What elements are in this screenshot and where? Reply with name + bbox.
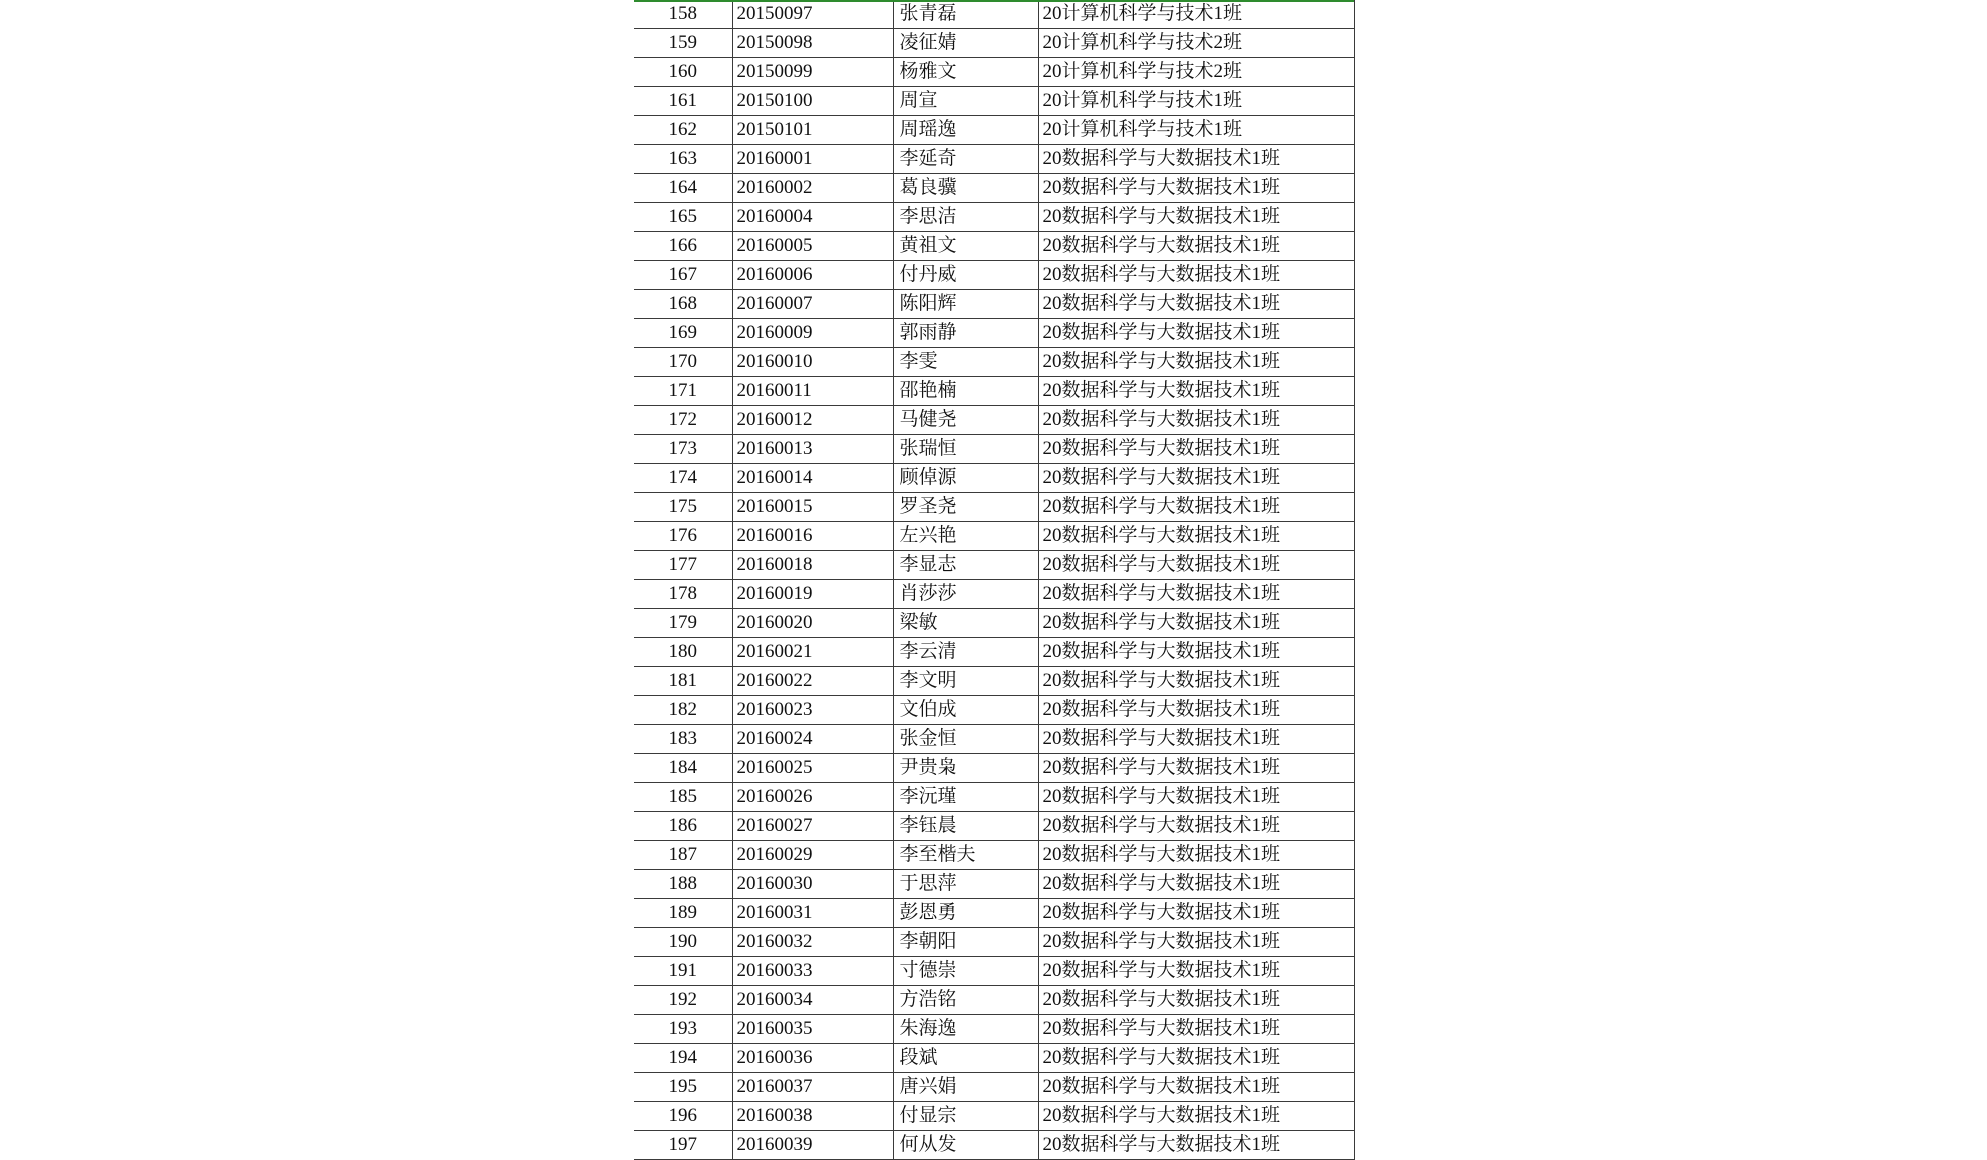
student-id-cell[interactable]: 20160035 — [732, 1015, 893, 1044]
class-cell[interactable]: 20数据科学与大数据技术1班 — [1038, 406, 1354, 435]
class-cell[interactable]: 20数据科学与大数据技术1班 — [1038, 319, 1354, 348]
student-id-cell[interactable]: 20160019 — [732, 580, 893, 609]
class-cell[interactable]: 20数据科学与大数据技术1班 — [1038, 957, 1354, 986]
seq-cell[interactable]: 191 — [634, 957, 732, 986]
name-cell[interactable]: 于思萍 — [893, 870, 1038, 899]
name-cell[interactable]: 彭恩勇 — [893, 899, 1038, 928]
student-id-cell[interactable]: 20150101 — [732, 116, 893, 145]
table-row — [634, 754, 1354, 783]
name-cell[interactable]: 李至楷夫 — [893, 841, 1038, 870]
table-row — [634, 174, 1354, 203]
table-row — [634, 522, 1354, 551]
class-cell[interactable]: 20数据科学与大数据技术1班 — [1038, 377, 1354, 406]
table-row — [634, 870, 1354, 899]
student-id-cell[interactable]: 20160007 — [732, 290, 893, 319]
class-cell[interactable]: 20数据科学与大数据技术1班 — [1038, 870, 1354, 899]
name-cell[interactable]: 罗圣尧 — [893, 493, 1038, 522]
name-cell[interactable]: 李沅瑾 — [893, 783, 1038, 812]
name-cell[interactable]: 文伯成 — [893, 696, 1038, 725]
table-row — [634, 841, 1354, 870]
student-id-cell[interactable]: 20160036 — [732, 1044, 893, 1073]
class-cell[interactable]: 20数据科学与大数据技术1班 — [1038, 899, 1354, 928]
student-id-cell[interactable]: 20160020 — [732, 609, 893, 638]
student-id-cell[interactable]: 20160004 — [732, 203, 893, 232]
student-table — [634, 0, 1355, 1160]
class-cell[interactable]: 20数据科学与大数据技术1班 — [1038, 754, 1354, 783]
class-cell[interactable]: 20数据科学与大数据技术1班 — [1038, 290, 1354, 319]
name-cell[interactable]: 尹贵枭 — [893, 754, 1038, 783]
name-cell[interactable]: 李延奇 — [893, 145, 1038, 174]
student-id-cell[interactable]: 20160031 — [732, 899, 893, 928]
table-row — [634, 957, 1354, 986]
seq-cell[interactable]: 180 — [634, 638, 732, 667]
name-cell[interactable]: 寸德崇 — [893, 957, 1038, 986]
spreadsheet — [634, 0, 1354, 1155]
seq-cell[interactable]: 158 — [634, 0, 732, 29]
table-row — [634, 406, 1354, 435]
table-row — [634, 261, 1354, 290]
seq-cell[interactable]: 185 — [634, 783, 732, 812]
table-row — [634, 435, 1354, 464]
name-cell[interactable]: 张金恒 — [893, 725, 1038, 754]
table-row — [634, 580, 1354, 609]
table-row — [634, 319, 1354, 348]
name-cell[interactable]: 张瑞恒 — [893, 435, 1038, 464]
class-cell[interactable]: 20数据科学与大数据技术1班 — [1038, 1044, 1354, 1073]
student-id-cell[interactable]: 20160005 — [732, 232, 893, 261]
class-cell[interactable]: 20数据科学与大数据技术1班 — [1038, 464, 1354, 493]
name-cell[interactable]: 李显志 — [893, 551, 1038, 580]
seq-cell[interactable]: 181 — [634, 667, 732, 696]
seq-cell[interactable]: 195 — [634, 1073, 732, 1102]
table-row — [634, 87, 1354, 116]
seq-cell[interactable]: 164 — [634, 174, 732, 203]
seq-cell[interactable]: 183 — [634, 725, 732, 754]
class-cell[interactable]: 20数据科学与大数据技术1班 — [1038, 812, 1354, 841]
student-id-cell[interactable]: 20160038 — [732, 1102, 893, 1131]
class-cell[interactable]: 20数据科学与大数据技术1班 — [1038, 551, 1354, 580]
student-id-cell[interactable]: 20150098 — [732, 29, 893, 58]
student-id-cell[interactable]: 20160025 — [732, 754, 893, 783]
seq-cell[interactable]: 174 — [634, 464, 732, 493]
table-row — [634, 203, 1354, 232]
table-row — [634, 1015, 1354, 1044]
student-id-cell[interactable]: 20160030 — [732, 870, 893, 899]
class-cell[interactable]: 20数据科学与大数据技术1班 — [1038, 1102, 1354, 1131]
student-id-cell[interactable]: 20160037 — [732, 1073, 893, 1102]
student-id-cell[interactable]: 20160011 — [732, 377, 893, 406]
class-cell[interactable]: 20数据科学与大数据技术1班 — [1038, 783, 1354, 812]
student-id-cell[interactable]: 20160032 — [732, 928, 893, 957]
name-cell[interactable]: 周宣 — [893, 87, 1038, 116]
seq-cell[interactable]: 176 — [634, 522, 732, 551]
name-cell[interactable]: 李文明 — [893, 667, 1038, 696]
table-row — [634, 696, 1354, 725]
seq-cell[interactable]: 163 — [634, 145, 732, 174]
name-cell[interactable]: 李思洁 — [893, 203, 1038, 232]
class-cell[interactable]: 20数据科学与大数据技术1班 — [1038, 435, 1354, 464]
table-row — [634, 667, 1354, 696]
name-cell[interactable]: 段斌 — [893, 1044, 1038, 1073]
name-cell[interactable]: 朱海逸 — [893, 1015, 1038, 1044]
name-cell[interactable]: 李朝阳 — [893, 928, 1038, 957]
class-cell[interactable]: 20计算机科学与技术1班 — [1038, 87, 1354, 116]
class-cell[interactable]: 20数据科学与大数据技术1班 — [1038, 1015, 1354, 1044]
table-row — [634, 1044, 1354, 1073]
class-cell[interactable]: 20数据科学与大数据技术1班 — [1038, 203, 1354, 232]
class-cell[interactable]: 20数据科学与大数据技术1班 — [1038, 145, 1354, 174]
class-cell[interactable]: 20数据科学与大数据技术1班 — [1038, 841, 1354, 870]
table-row — [634, 986, 1354, 1015]
class-cell[interactable]: 20数据科学与大数据技术1班 — [1038, 667, 1354, 696]
table-body — [634, 0, 1354, 1160]
seq-cell[interactable]: 186 — [634, 812, 732, 841]
seq-cell[interactable]: 160 — [634, 58, 732, 87]
seq-cell[interactable]: 162 — [634, 116, 732, 145]
seq-cell[interactable]: 197 — [634, 1131, 732, 1160]
selection-accent-line — [634, 0, 1354, 2]
seq-cell[interactable]: 166 — [634, 232, 732, 261]
student-id-cell[interactable]: 20160023 — [732, 696, 893, 725]
class-cell[interactable]: 20数据科学与大数据技术1班 — [1038, 174, 1354, 203]
student-id-cell[interactable]: 20160001 — [732, 145, 893, 174]
name-cell[interactable]: 周瑶逸 — [893, 116, 1038, 145]
name-cell[interactable]: 李云清 — [893, 638, 1038, 667]
seq-cell[interactable]: 177 — [634, 551, 732, 580]
class-cell[interactable]: 20数据科学与大数据技术1班 — [1038, 638, 1354, 667]
seq-cell[interactable]: 172 — [634, 406, 732, 435]
class-cell[interactable]: 20数据科学与大数据技术1班 — [1038, 348, 1354, 377]
student-id-cell[interactable]: 20160009 — [732, 319, 893, 348]
seq-cell[interactable]: 169 — [634, 319, 732, 348]
table-row — [634, 783, 1354, 812]
name-cell[interactable]: 梁敏 — [893, 609, 1038, 638]
table-row — [634, 899, 1354, 928]
name-cell[interactable]: 郭雨静 — [893, 319, 1038, 348]
table-row — [634, 1131, 1354, 1160]
table-row — [634, 1073, 1354, 1102]
seq-cell[interactable]: 194 — [634, 1044, 732, 1073]
seq-cell[interactable]: 168 — [634, 290, 732, 319]
seq-cell[interactable]: 187 — [634, 841, 732, 870]
name-cell[interactable]: 凌征婧 — [893, 29, 1038, 58]
class-cell[interactable]: 20数据科学与大数据技术1班 — [1038, 609, 1354, 638]
name-cell[interactable]: 葛良骥 — [893, 174, 1038, 203]
class-cell[interactable]: 20数据科学与大数据技术1班 — [1038, 580, 1354, 609]
table-row — [634, 464, 1354, 493]
class-cell[interactable]: 20计算机科学与技术1班 — [1038, 0, 1354, 29]
name-cell[interactable]: 李钰晨 — [893, 812, 1038, 841]
name-cell[interactable]: 顾倬源 — [893, 464, 1038, 493]
student-id-cell[interactable]: 20160039 — [732, 1131, 893, 1160]
name-cell[interactable]: 杨雅文 — [893, 58, 1038, 87]
class-cell[interactable]: 20计算机科学与技术1班 — [1038, 116, 1354, 145]
table-row — [634, 551, 1354, 580]
table-row — [634, 29, 1354, 58]
seq-cell[interactable]: 171 — [634, 377, 732, 406]
seq-cell[interactable]: 161 — [634, 87, 732, 116]
seq-cell[interactable]: 182 — [634, 696, 732, 725]
class-cell[interactable]: 20数据科学与大数据技术1班 — [1038, 493, 1354, 522]
table-row — [634, 493, 1354, 522]
student-id-cell[interactable]: 20160013 — [732, 435, 893, 464]
class-cell[interactable]: 20数据科学与大数据技术1班 — [1038, 261, 1354, 290]
student-id-cell[interactable]: 20160022 — [732, 667, 893, 696]
class-cell[interactable]: 20数据科学与大数据技术1班 — [1038, 1073, 1354, 1102]
student-id-cell[interactable]: 20160010 — [732, 348, 893, 377]
name-cell[interactable]: 李雯 — [893, 348, 1038, 377]
class-cell[interactable]: 20数据科学与大数据技术1班 — [1038, 522, 1354, 551]
table-row — [634, 377, 1354, 406]
student-id-cell[interactable]: 20160002 — [732, 174, 893, 203]
table-row — [634, 1102, 1354, 1131]
class-cell[interactable]: 20数据科学与大数据技术1班 — [1038, 928, 1354, 957]
class-cell[interactable]: 20数据科学与大数据技术1班 — [1038, 725, 1354, 754]
seq-cell[interactable]: 175 — [634, 493, 732, 522]
seq-cell[interactable]: 165 — [634, 203, 732, 232]
table-row — [634, 116, 1354, 145]
name-cell[interactable]: 邵艳楠 — [893, 377, 1038, 406]
name-cell[interactable]: 张青磊 — [893, 0, 1038, 29]
seq-cell[interactable]: 196 — [634, 1102, 732, 1131]
student-id-cell[interactable]: 20160014 — [732, 464, 893, 493]
student-id-cell[interactable]: 20160006 — [732, 261, 893, 290]
seq-cell[interactable]: 159 — [634, 29, 732, 58]
table-row — [634, 609, 1354, 638]
seq-cell[interactable]: 170 — [634, 348, 732, 377]
seq-cell[interactable]: 192 — [634, 986, 732, 1015]
table-row — [634, 812, 1354, 841]
class-cell[interactable]: 20数据科学与大数据技术1班 — [1038, 1131, 1354, 1160]
student-id-cell[interactable]: 20160018 — [732, 551, 893, 580]
student-id-cell[interactable]: 20160016 — [732, 522, 893, 551]
table-row — [634, 58, 1354, 87]
student-id-cell[interactable]: 20160015 — [732, 493, 893, 522]
student-id-cell[interactable]: 20160029 — [732, 841, 893, 870]
name-cell[interactable]: 肖莎莎 — [893, 580, 1038, 609]
seq-cell[interactable]: 193 — [634, 1015, 732, 1044]
student-id-cell[interactable]: 20160027 — [732, 812, 893, 841]
name-cell[interactable]: 马健尧 — [893, 406, 1038, 435]
name-cell[interactable]: 黄祖文 — [893, 232, 1038, 261]
seq-cell[interactable]: 188 — [634, 870, 732, 899]
table-row — [634, 725, 1354, 754]
student-id-cell[interactable]: 20160033 — [732, 957, 893, 986]
student-id-cell[interactable]: 20160026 — [732, 783, 893, 812]
table-row — [634, 638, 1354, 667]
name-cell[interactable]: 方浩铭 — [893, 986, 1038, 1015]
name-cell[interactable]: 陈阳辉 — [893, 290, 1038, 319]
class-cell[interactable]: 20数据科学与大数据技术1班 — [1038, 986, 1354, 1015]
class-cell[interactable]: 20数据科学与大数据技术1班 — [1038, 696, 1354, 725]
student-id-cell[interactable]: 20160024 — [732, 725, 893, 754]
seq-cell[interactable]: 178 — [634, 580, 732, 609]
class-cell[interactable]: 20计算机科学与技术2班 — [1038, 29, 1354, 58]
seq-cell[interactable]: 189 — [634, 899, 732, 928]
student-id-cell[interactable]: 20150100 — [732, 87, 893, 116]
student-id-cell[interactable]: 20150099 — [732, 58, 893, 87]
seq-cell[interactable]: 190 — [634, 928, 732, 957]
name-cell[interactable]: 左兴艳 — [893, 522, 1038, 551]
table-row — [634, 232, 1354, 261]
name-cell[interactable]: 何从发 — [893, 1131, 1038, 1160]
table-row — [634, 928, 1354, 957]
name-cell[interactable]: 唐兴娟 — [893, 1073, 1038, 1102]
table-row — [634, 0, 1354, 29]
class-cell[interactable]: 20数据科学与大数据技术1班 — [1038, 232, 1354, 261]
class-cell[interactable]: 20计算机科学与技术2班 — [1038, 58, 1354, 87]
student-id-cell[interactable]: 20160034 — [732, 986, 893, 1015]
student-id-cell[interactable]: 20160021 — [732, 638, 893, 667]
table-row — [634, 290, 1354, 319]
student-id-cell[interactable]: 20160012 — [732, 406, 893, 435]
seq-cell[interactable]: 173 — [634, 435, 732, 464]
seq-cell[interactable]: 167 — [634, 261, 732, 290]
seq-cell[interactable]: 184 — [634, 754, 732, 783]
student-id-cell[interactable]: 20150097 — [732, 0, 893, 29]
seq-cell[interactable]: 179 — [634, 609, 732, 638]
name-cell[interactable]: 付显宗 — [893, 1102, 1038, 1131]
name-cell[interactable]: 付丹威 — [893, 261, 1038, 290]
table-row — [634, 145, 1354, 174]
table-row — [634, 348, 1354, 377]
